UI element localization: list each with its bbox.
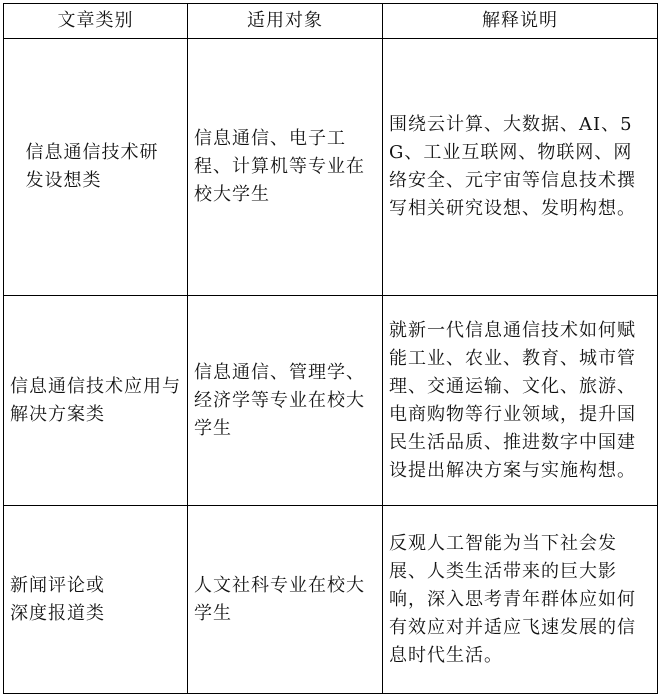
description-cell: 反观人工智能为当下社会发展、人类生活带来的巨大影响，深入思考青年群体应如何有效应对并适应飞速发展的信息时代生活。 — [383, 506, 658, 694]
audience-cell: 信息通信、管理学、经济学等专业在校大学生 — [188, 296, 383, 506]
table-header-row — [4, 4, 658, 39]
category-text: 信息通信技术研发设想类 — [25, 142, 159, 191]
description-cell: 就新一代信息通信技术如何赋能工业、农业、教育、城市管理、交通运输、文化、旅游、电商购物等行业领域，提升国民生活品质、推进数字中国建设提出解决方案与实施构想。 — [383, 296, 658, 506]
table-row — [4, 39, 658, 296]
audience-cell: 信息通信、电子工程、计算机等专业在校大学生 — [188, 39, 383, 296]
category-text: 信息通信技术应用与解决方案类 — [10, 375, 181, 425]
description-cell: 围绕云计算、大数据、AI、5G、工业互联网、物联网、网络安全、元宇宙等信息技术撰写相关研究设想、发明构想。 — [383, 39, 658, 296]
header-category: 文章类别 — [4, 4, 188, 39]
header-audience: 适用对象 — [188, 4, 383, 39]
header-description: 解释说明 — [383, 4, 658, 39]
table-row — [4, 296, 658, 506]
category-cell — [4, 506, 188, 694]
article-category-table — [3, 3, 658, 694]
audience-cell: 人文社科专业在校大学生 — [188, 506, 383, 694]
table-row — [4, 506, 658, 694]
category-text: 新闻评论或深度报道类 — [10, 574, 105, 624]
category-cell — [4, 39, 188, 296]
category-cell — [4, 296, 188, 506]
